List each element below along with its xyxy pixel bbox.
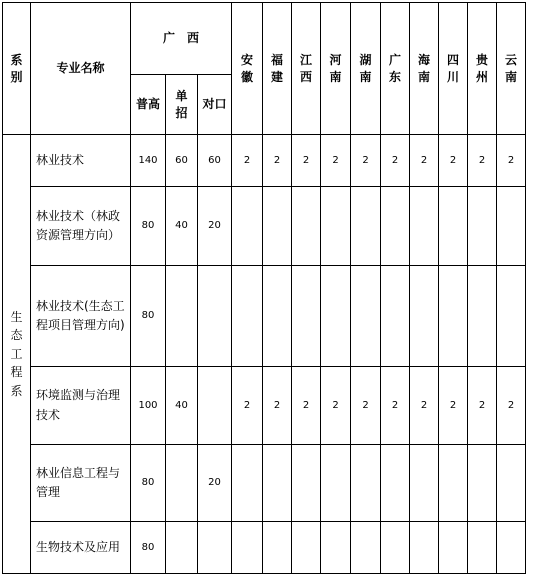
single-quota [166,445,198,522]
province-quota [292,445,321,522]
single-quota: 40 [166,187,198,266]
province-header-hunan: 湖 南 [351,3,381,135]
regular-quota: 100 [131,367,166,445]
province-quota [263,445,292,522]
province-quota: 2 [232,135,263,187]
province-quota [497,187,526,266]
province-quota: 2 [410,135,439,187]
header-row-1 [3,3,526,75]
province-quota [410,522,439,574]
province-quota [292,266,321,367]
province-quota [381,445,410,522]
province-header-sichuan: 四 川 [439,3,468,135]
province-quota: 2 [321,367,351,445]
province-quota [292,522,321,574]
province-quota: 2 [497,367,526,445]
province-quota [263,266,292,367]
province-quota [351,445,381,522]
province-quota [439,187,468,266]
province-header-henan: 河 南 [321,3,351,135]
province-quota [439,266,468,367]
single-quota [166,266,198,367]
province-quota [232,522,263,574]
regular-quota: 80 [131,445,166,522]
province-quota: 2 [351,135,381,187]
regular-quota: 140 [131,135,166,187]
table-row [3,522,526,574]
province-quota [381,187,410,266]
table-row [3,367,526,445]
province-header-guangdong: 广 东 [381,3,410,135]
province-quota: 2 [263,367,292,445]
vocational-quota: 20 [198,187,232,266]
single-quota [166,522,198,574]
province-quota: 2 [321,135,351,187]
regular-header: 普高 [131,75,166,135]
province-quota: 2 [468,367,497,445]
province-quota [468,445,497,522]
province-quota [381,266,410,367]
province-quota [232,266,263,367]
major-name: 生物技术及应用 [31,522,131,574]
province-quota [351,522,381,574]
province-header-hainan: 海 南 [410,3,439,135]
province-header-jiangxi: 江 西 [292,3,321,135]
province-quota: 2 [351,367,381,445]
province-quota [321,187,351,266]
province-header-guizhou: 贵 州 [468,3,497,135]
province-quota: 2 [263,135,292,187]
province-quota [497,445,526,522]
province-header-fujian: 福 建 [263,3,292,135]
province-quota: 2 [410,367,439,445]
province-quota [410,445,439,522]
province-quota [410,187,439,266]
department-header: 系 别 [3,3,31,135]
province-quota [263,187,292,266]
regular-quota: 80 [131,522,166,574]
province-quota: 2 [232,367,263,445]
province-quota: 2 [439,367,468,445]
single-enrollment-header: 单 招 [166,75,198,135]
province-quota: 2 [292,135,321,187]
province-quota: 2 [439,135,468,187]
regular-quota: 80 [131,187,166,266]
province-quota [439,522,468,574]
province-quota: 2 [381,135,410,187]
province-quota [410,266,439,367]
province-quota [263,522,292,574]
province-quota [497,266,526,367]
province-quota [468,187,497,266]
vocational-header: 对口 [198,75,232,135]
department-name: 生 态 工 程 系 [3,135,31,574]
regular-quota: 80 [131,266,166,367]
major-name-header: 专业名称 [31,3,131,135]
province-quota [497,522,526,574]
province-quota [381,522,410,574]
province-quota [292,187,321,266]
major-name: 环境监测与治理技术 [31,367,131,445]
table-row [3,187,526,266]
province-quota [468,522,497,574]
major-name: 林业技术(生态工程项目管理方向) [31,266,131,367]
province-quota [468,266,497,367]
province-quota [321,522,351,574]
major-name: 林业信息工程与管理 [31,445,131,522]
province-quota: 2 [292,367,321,445]
province-quota: 2 [497,135,526,187]
province-quota [321,445,351,522]
single-quota: 40 [166,367,198,445]
table-row [3,266,526,367]
province-quota [321,266,351,367]
vocational-quota [198,266,232,367]
province-quota [232,187,263,266]
table-row [3,445,526,522]
table-row [3,135,526,187]
province-quota [351,266,381,367]
vocational-quota [198,522,232,574]
province-quota: 2 [381,367,410,445]
guangxi-header: 广 西 [131,3,232,75]
major-name: 林业技术 [31,135,131,187]
vocational-quota: 60 [198,135,232,187]
vocational-quota: 20 [198,445,232,522]
major-name: 林业技术（林政资源管理方向） [31,187,131,266]
province-quota [439,445,468,522]
vocational-quota [198,367,232,445]
province-quota [232,445,263,522]
enrollment-plan-table [2,2,526,574]
province-header-anhui: 安 徽 [232,3,263,135]
province-quota: 2 [468,135,497,187]
enrollment-plan-table-container [2,2,526,574]
province-quota [351,187,381,266]
province-header-yunnan: 云 南 [497,3,526,135]
single-quota: 60 [166,135,198,187]
